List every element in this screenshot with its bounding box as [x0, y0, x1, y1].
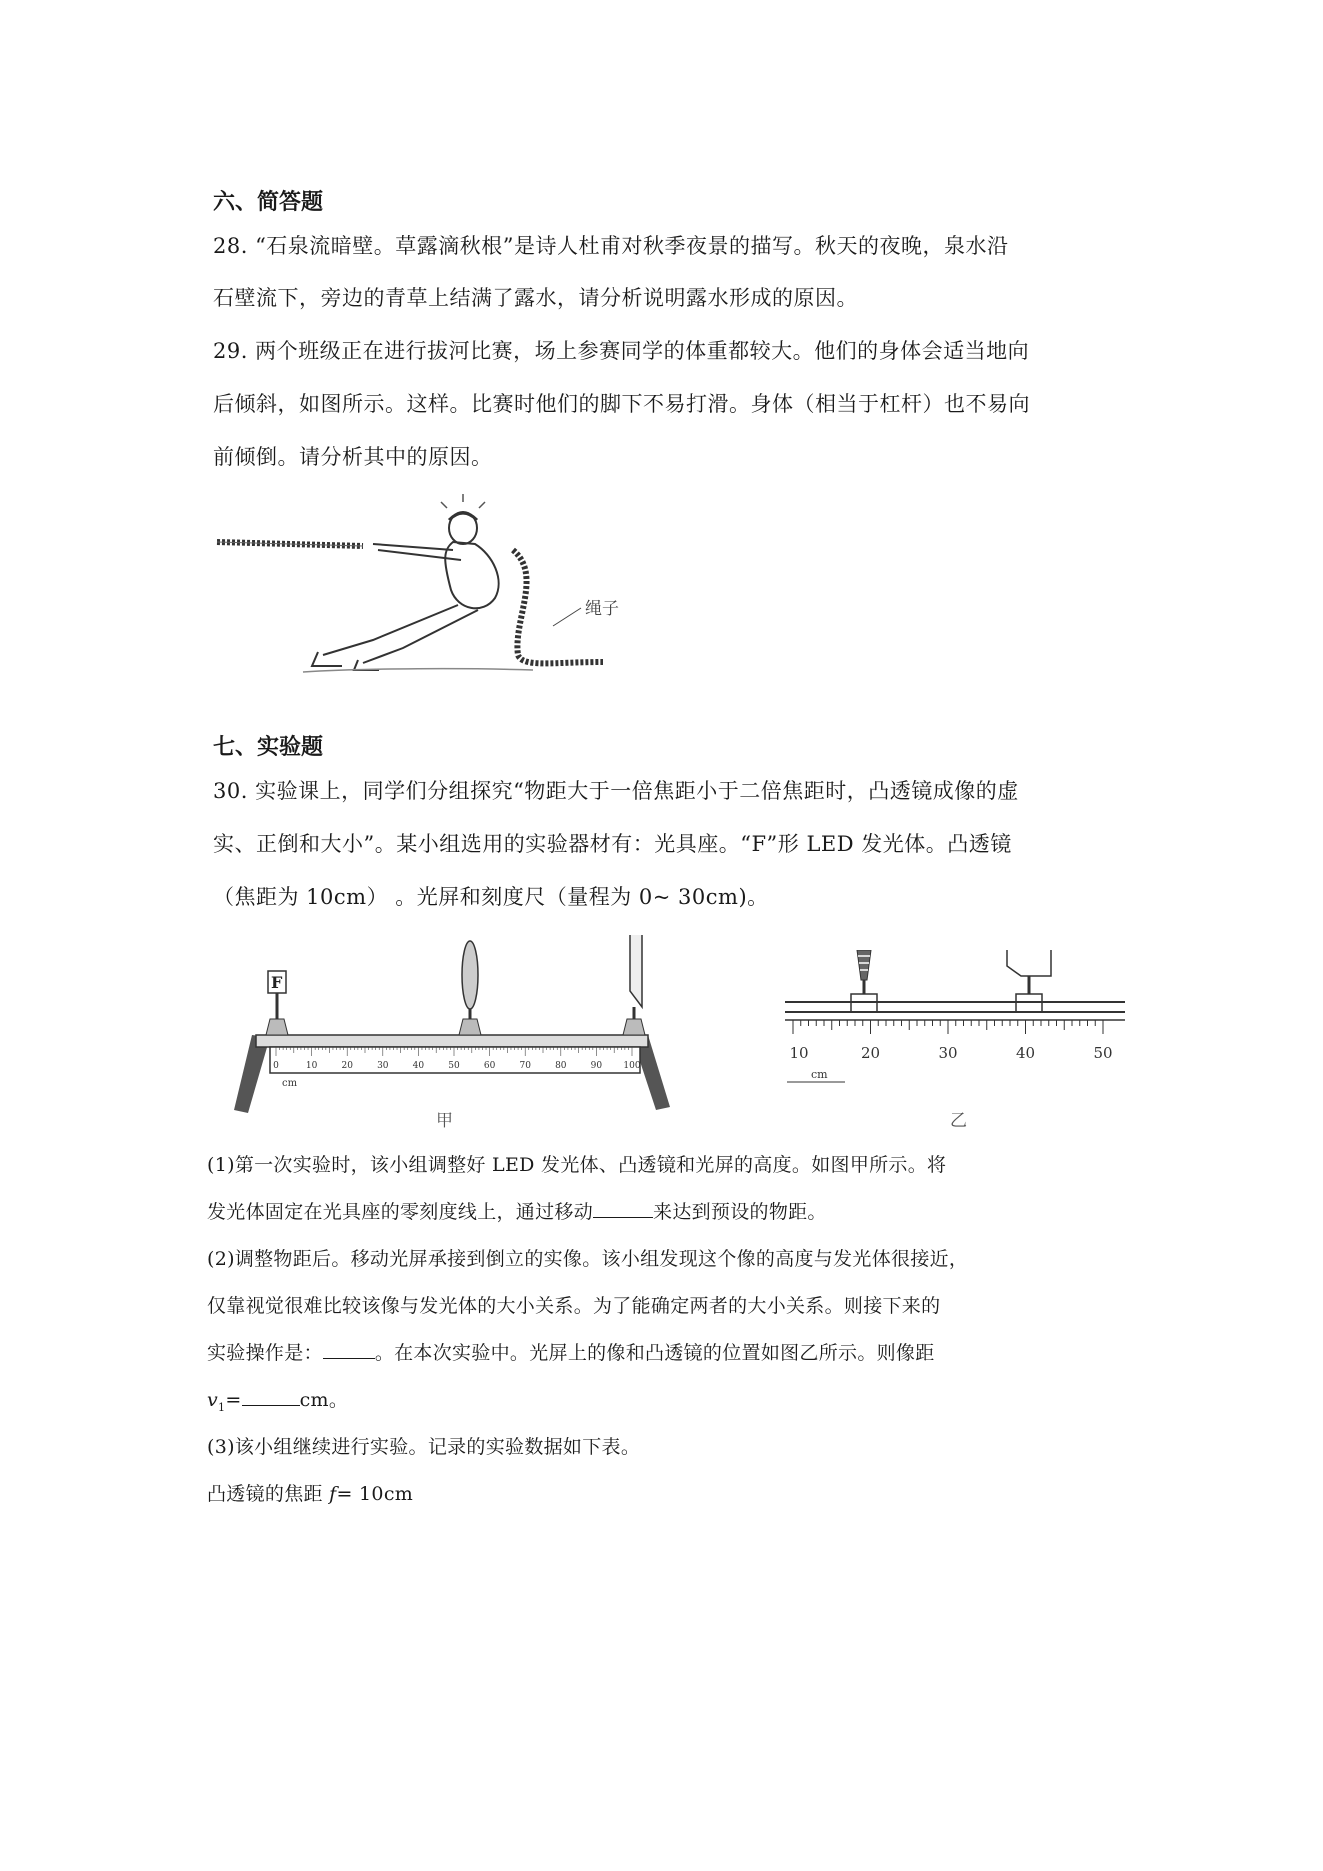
light-screen — [630, 935, 642, 1007]
focal-length-note: 凸透镜的焦距 f= 10cm — [207, 1483, 414, 1505]
tick-label: 20 — [341, 1061, 353, 1071]
led-f-letter: F — [271, 973, 283, 992]
zoomed-ruler-figure-yi — [785, 950, 1130, 1090]
tug-of-war-figure — [213, 480, 633, 680]
person-body — [445, 542, 498, 608]
lens-holder — [459, 1019, 481, 1035]
question-28-line-2: 石壁流下，旁边的青草上结满了露水，请分析说明露水形成的原因。 — [213, 286, 858, 310]
tick-label: 100 — [623, 1061, 641, 1071]
optical-bench-figure-jia — [230, 935, 680, 1135]
tick-label: 10 — [789, 1044, 809, 1062]
section-heading-experiment: 七、实验题 — [213, 735, 324, 760]
question-29-line-1: 29. 两个班级正在进行拔河比赛，场上参赛同学的体重都较大。他们的身体会适当地向 — [213, 339, 1030, 363]
question-30-line-3: （焦距为 10cm） 。光屏和刻度尺（量程为 0~ 30cm)。 — [213, 885, 769, 909]
led-holder — [266, 1019, 288, 1035]
blank-3[interactable] — [242, 1387, 300, 1406]
tick-label: 50 — [1093, 1044, 1113, 1062]
question-29-line-3: 前倾倒。请分析其中的原因。 — [213, 445, 493, 469]
ruler-yi-labels — [789, 1044, 1112, 1062]
tick-label: 30 — [938, 1044, 958, 1062]
rope-label: 绳子 — [585, 599, 619, 619]
q30-part2-line-2: 仅靠视觉很难比较该像与发光体的大小关系。为了能确定两者的大小关系。则接下来的 — [207, 1295, 941, 1317]
q30-part1-line-2: 发光体固定在光具座的零刻度线上，通过移动 来达到预设的物距。 — [207, 1201, 827, 1223]
question-28-line-1: 28. “石泉流暗壁。草露滴秋根”是诗人杜甫对秋季夜景的描写。秋天的夜晚，泉水沿 — [213, 234, 1009, 258]
section-heading-short-answer: 六、简答题 — [213, 190, 324, 215]
tick-label: 90 — [590, 1061, 603, 1071]
tick-label: 80 — [555, 1061, 567, 1071]
blank-1[interactable] — [593, 1199, 653, 1218]
question-30-line-1: 30. 实验课上，同学们分组探究“物距大于一倍焦距小于二倍焦距时，凸透镜成像的虚 — [213, 779, 1019, 803]
question-30-line-2: 实、正倒和大小”。某小组选用的实验器材有：光具座。“F”形 LED 发光体。凸透镜 — [213, 832, 1012, 856]
ruler-yi-ticks — [793, 1020, 1103, 1034]
tick-label: 10 — [305, 1061, 318, 1071]
tick-label: 40 — [412, 1061, 425, 1071]
q30-part3-line-1: (3)该小组继续进行实验。记录的实验数据如下表。 — [207, 1436, 641, 1458]
figure-yi-caption: 乙 — [950, 1111, 967, 1131]
tick-label: 70 — [519, 1061, 531, 1071]
bench-rail — [256, 1035, 648, 1047]
tick-label: 0 — [273, 1061, 279, 1071]
tick-label: 30 — [377, 1061, 389, 1071]
screen-holder — [623, 1019, 645, 1035]
q30-part1-line-1: (1)第一次实验时，该小组调整好 LED 发光体、凸透镜和光屏的高度。如图甲所示。将 — [207, 1154, 947, 1176]
tick-label: 40 — [1015, 1044, 1036, 1062]
tick-label: 60 — [483, 1061, 496, 1071]
question-29-line-2: 后倾斜，如图所示。这样。比赛时他们的脚下不易打滑。身体（相当于杠杆）也不易向 — [213, 392, 1030, 416]
q30-part2-line-1: (2)调整物距后。移动光屏承接到倒立的实像。该小组发现这个像的高度与发光体很接近， — [207, 1248, 969, 1270]
convex-lens — [462, 941, 478, 1009]
bench-unit: cm — [282, 1078, 298, 1089]
blank-2[interactable] — [323, 1340, 375, 1359]
tick-label: 50 — [448, 1061, 460, 1071]
ruler-yi-unit: cm — [811, 1068, 828, 1081]
tick-label: 20 — [860, 1044, 881, 1062]
ground-line — [303, 669, 533, 672]
screen-yi — [1007, 950, 1051, 976]
q30-part2-line-4: $v_1=$ cm。 — [207, 1389, 349, 1414]
led-source-top — [857, 950, 871, 980]
figure-jia-caption: 甲 — [436, 1111, 453, 1131]
q30-part2-line-3: 实验操作是： 。在本次实验中。光屏上的像和凸透镜的位置如图乙所示。则像距 — [207, 1342, 935, 1364]
